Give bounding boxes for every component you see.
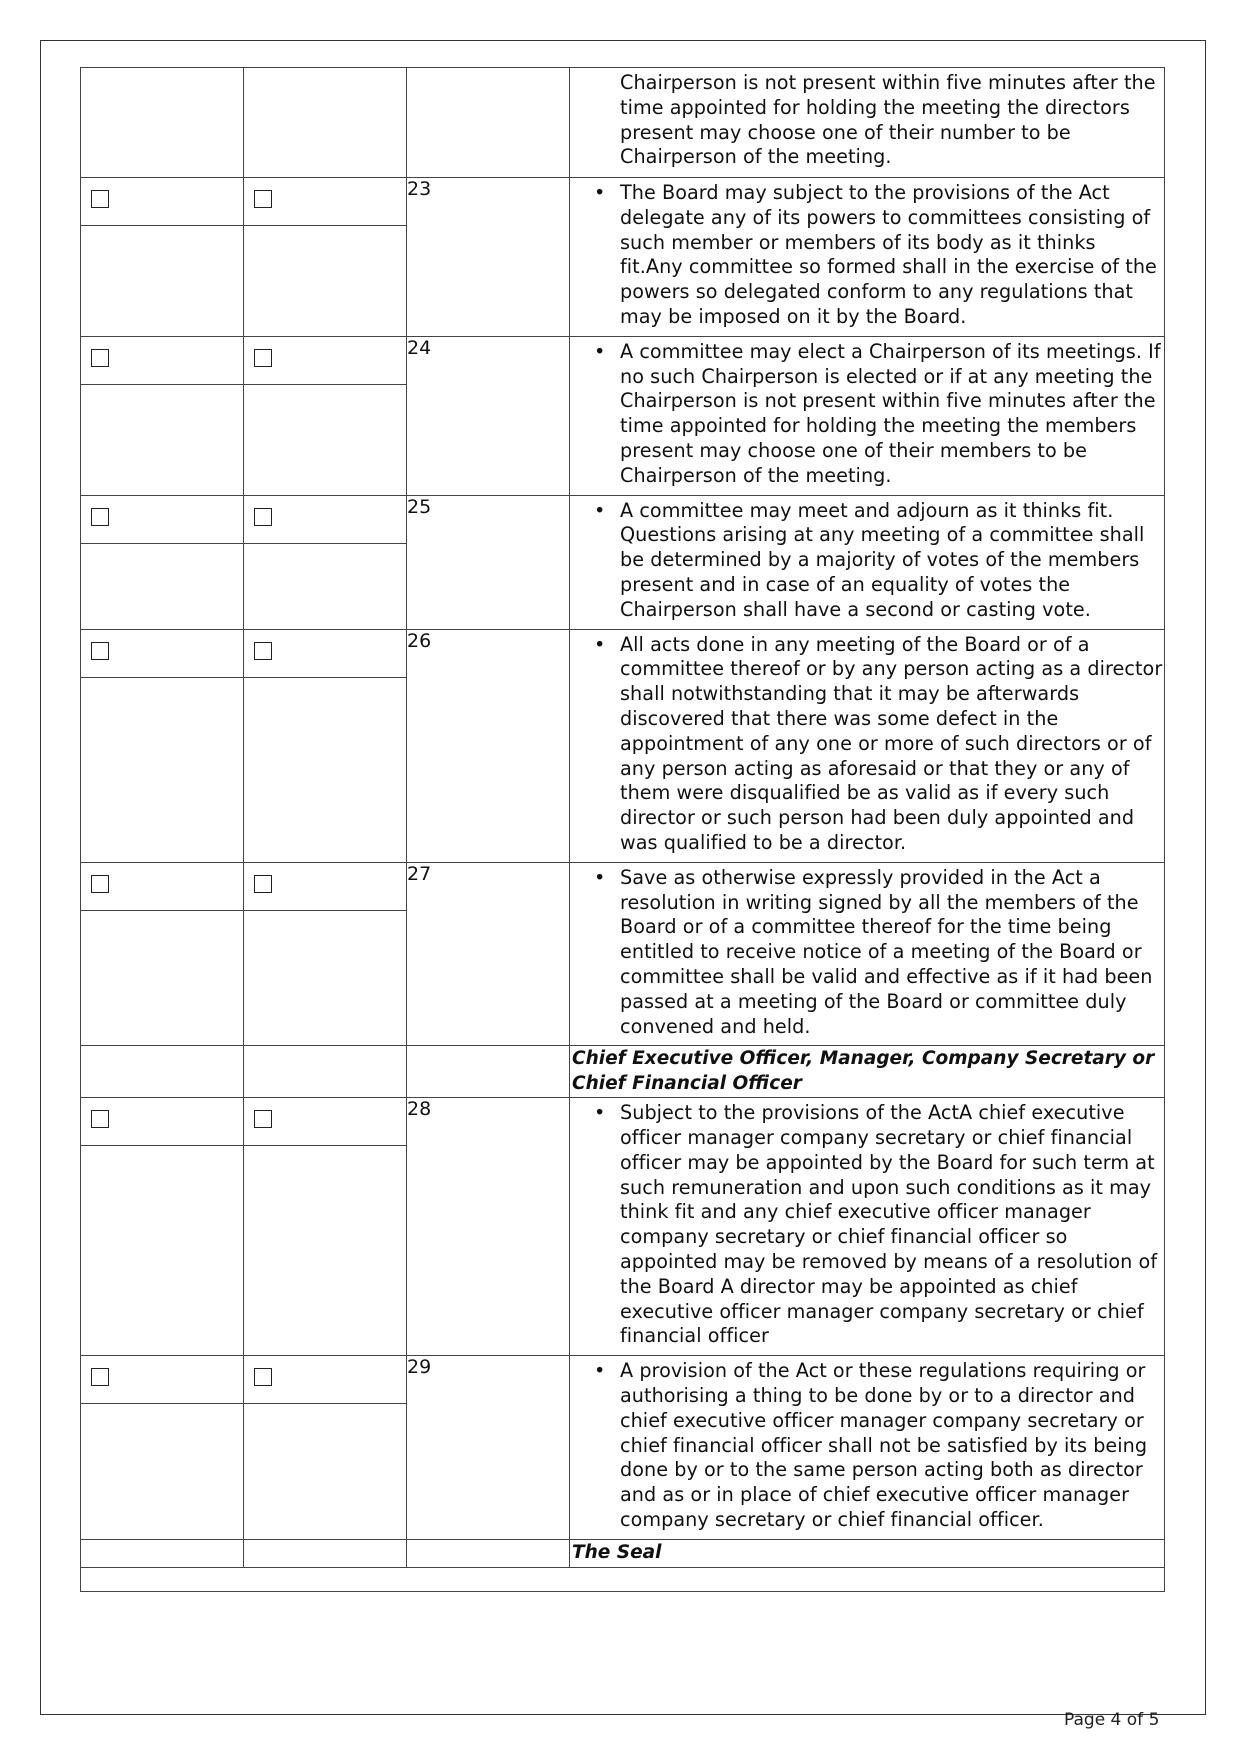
section-heading: Chief Executive Officer, Manager, Company Secretary or Chief Financial Officer	[572, 1048, 1155, 1094]
clause-number-cell	[407, 336, 570, 495]
clause-number-cell	[407, 629, 570, 862]
col1-cell	[81, 68, 244, 178]
col2-checkbox-row	[244, 349, 406, 385]
col1-checkbox[interactable]	[91, 190, 109, 208]
section-heading-row	[81, 1539, 1165, 1567]
clause-number-cell	[407, 1356, 570, 1540]
col1-checkbox-row	[81, 1110, 243, 1146]
col1-checkbox-row	[81, 875, 243, 911]
col2-cell	[244, 1539, 407, 1567]
col2-cell	[244, 862, 407, 1046]
col1-checkbox[interactable]	[91, 642, 109, 660]
col1-checkbox[interactable]	[91, 1110, 109, 1128]
col2-checkbox-row	[244, 642, 406, 678]
col1-cell	[81, 1098, 244, 1356]
col2-cell	[244, 1356, 407, 1540]
section-heading: The Seal	[572, 1541, 662, 1563]
clause-number: 25	[407, 495, 432, 518]
col1-cell	[81, 178, 244, 337]
col2-cell	[244, 495, 407, 629]
clause-number: 23	[407, 178, 432, 200]
clause-number-cell	[407, 1539, 570, 1567]
col1-checkbox[interactable]	[91, 349, 109, 367]
col2-cell	[244, 68, 407, 178]
clause-number-cell	[407, 1046, 570, 1098]
col2-checkbox-row	[244, 508, 406, 544]
col2-checkbox[interactable]	[254, 1110, 272, 1128]
clause-row	[81, 629, 1165, 862]
clause-row	[81, 495, 1165, 629]
col1-cell	[81, 629, 244, 862]
col1-checkbox-row	[81, 190, 243, 226]
col1-checkbox-row	[81, 642, 243, 678]
col1-checkbox[interactable]	[91, 875, 109, 893]
clause-number: 28	[407, 1098, 432, 1121]
empty-row	[81, 1567, 1165, 1591]
clause-number-cell	[407, 178, 570, 337]
col2-cell	[244, 629, 407, 862]
clause-number-cell	[407, 862, 570, 1046]
clause-text: • The Board may subject to the provisions of the Act delegate any of its powers to committees consisting of such member or members of its body as it thinks fit.Any committee so formed shall in the exercise of the powers so delegated conform to any regulations that may be imposed on it by the Board.	[620, 181, 1164, 330]
clause-text-continued: Chairperson is not present within five minutes after the time appointed for holding the meeting the directors present may choose one of their number to be Chairperson of the meeting.	[620, 71, 1156, 169]
col1-cell	[81, 1356, 244, 1540]
clause-row	[81, 336, 1165, 495]
clause-text-cell	[570, 862, 1165, 1046]
clause-text: • Save as otherwise expressly provided in the Act a resolution in writing signed by all the members of the Board or of a committee thereof for the time being entitled to receive notice of a meeting of the Board or committee shall be valid and effective as if it had been passed at a meeting of the Board or committee duly convened and held.	[620, 866, 1164, 1040]
col2-checkbox[interactable]	[254, 349, 272, 367]
col2-cell	[244, 1098, 407, 1356]
col1-cell	[81, 1046, 244, 1098]
col1-checkbox-row	[81, 1368, 243, 1404]
col1-cell	[81, 495, 244, 629]
col1-checkbox[interactable]	[91, 1368, 109, 1386]
regulations-table	[80, 67, 1165, 1592]
col2-cell	[244, 336, 407, 495]
clause-text-cell	[570, 1098, 1165, 1356]
clause-number: 24	[407, 336, 432, 359]
clause-text-cell	[570, 1356, 1165, 1540]
clause-number-cell	[407, 495, 570, 629]
clause-text-cell	[570, 336, 1165, 495]
col1-cell	[81, 862, 244, 1046]
col2-checkbox[interactable]	[254, 508, 272, 526]
col2-checkbox[interactable]	[254, 875, 272, 893]
clause-text: • A provision of the Act or these regulations requiring or authorising a thing to be done by or to a director and chief executive officer manager company secretary or chief financial officer shall not be satisfied by its being done by or to the same person acting both as director and as or in place of chief executive officer manager company secretary or chief financial officer.	[620, 1359, 1164, 1533]
clause-row	[81, 178, 1165, 337]
clause-text-cell	[570, 1046, 1165, 1098]
col2-checkbox-row	[244, 190, 406, 226]
col2-cell	[244, 1046, 407, 1098]
col2-checkbox-row	[244, 1110, 406, 1146]
clause-text: • Subject to the provisions of the ActA chief executive officer manager company secretary or chief financial officer may be appointed by the Board for such term at such remuneration and upon such conditions as it may think fit and any chief executive officer manager company secretary or chief financial officer so appointed may be removed by means of a resolution of the Board A director may be appointed as chief executive officer manager company secretary or chief financial officer	[620, 1101, 1164, 1349]
clause-row	[81, 1356, 1165, 1540]
col2-cell	[244, 178, 407, 337]
col1-cell	[81, 336, 244, 495]
clause-number: 26	[407, 629, 432, 652]
col1-checkbox-row	[81, 508, 243, 544]
clause-number: 29	[407, 1356, 432, 1379]
clause-text: • A committee may meet and adjourn as it thinks fit. Questions arising at any meeting of a committee shall be determined by a majority of votes of the members present and in case of an equality of votes the Chairperson shall have a second or casting vote.	[620, 499, 1164, 623]
clause-text-cell	[570, 495, 1165, 629]
clause-number-cell	[407, 68, 570, 178]
empty-cell	[81, 1567, 1165, 1591]
clause-row	[81, 1098, 1165, 1356]
clause-text-cell	[570, 178, 1165, 337]
clause-text-cell	[570, 629, 1165, 862]
col1-checkbox-row	[81, 349, 243, 385]
clause-text: • All acts done in any meeting of the Board or of a committee thereof or by any person acting as a director shall notwithstanding that it may be afterwards discovered that there was some defect in the appointment of any one or more of such directors or of any person acting as aforesaid or that they or any of them were disqualified be as valid as if every such director or such person had been duly appointed and was qualified to be a director.	[620, 633, 1164, 856]
clause-text-cell	[570, 68, 1165, 178]
col2-checkbox-row	[244, 875, 406, 911]
section-heading-row	[81, 1046, 1165, 1098]
page-number: Page 4 of 5	[1064, 1710, 1160, 1730]
clause-text-cell	[570, 1539, 1165, 1567]
col2-checkbox[interactable]	[254, 190, 272, 208]
clause-number-cell	[407, 1098, 570, 1356]
clause-number: 27	[407, 862, 432, 885]
clause-row	[81, 862, 1165, 1046]
col1-checkbox[interactable]	[91, 508, 109, 526]
col2-checkbox[interactable]	[254, 1368, 272, 1386]
clause-text: • A committee may elect a Chairperson of its meetings. If no such Chairperson is elected or if at any meeting the Chairperson is not present within five minutes after the time appointed for holding the meeting the members present may choose one of their members to be Chairperson of the meeting.	[620, 340, 1164, 489]
col2-checkbox-row	[244, 1368, 406, 1404]
col1-cell	[81, 1539, 244, 1567]
continuation-row	[81, 68, 1165, 178]
col2-checkbox[interactable]	[254, 642, 272, 660]
